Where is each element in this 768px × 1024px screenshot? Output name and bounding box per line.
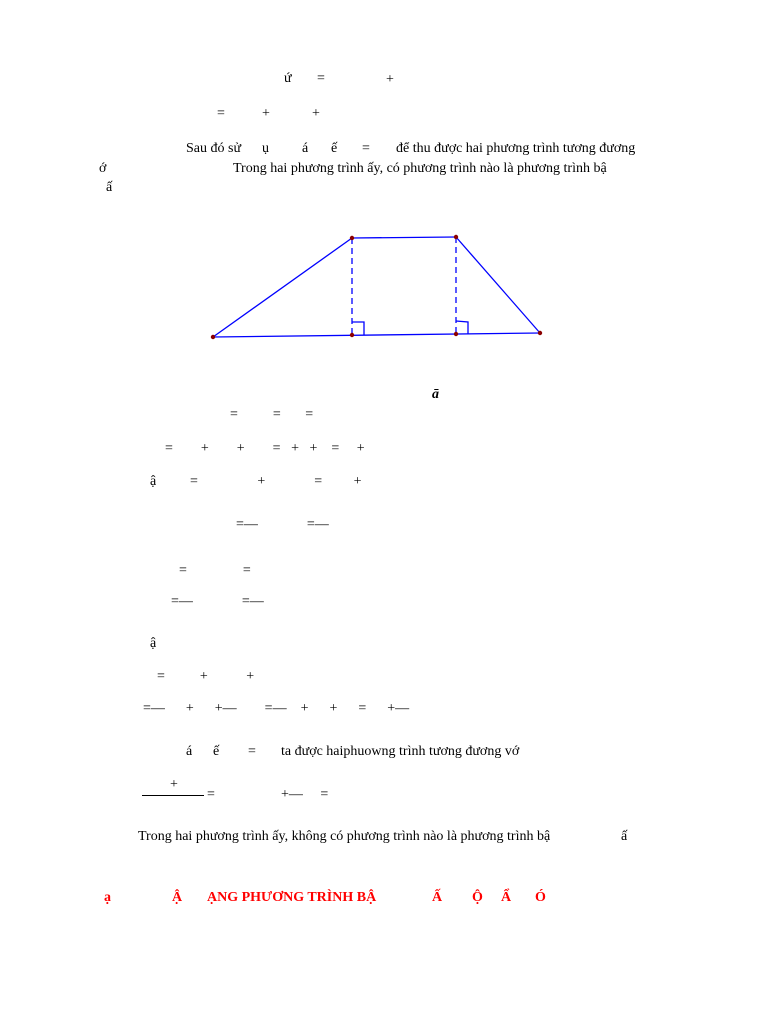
trapezoid-top-side <box>352 237 456 238</box>
paragraph-text: ta được haiphuowng trình tương đương vớ <box>281 744 520 759</box>
figure-label: ā <box>432 387 439 402</box>
equation-text: ứ <box>284 71 292 86</box>
section-heading: Ấ <box>432 890 443 905</box>
equation-text: + <box>386 72 394 87</box>
paragraph-text: ớ <box>99 161 107 176</box>
section-heading: ẠNG PHƯƠNG TRÌNH BẬ <box>207 890 377 905</box>
vertex-point <box>350 236 354 240</box>
foot-point <box>454 332 458 336</box>
equation-text: = = = <box>230 407 314 422</box>
right-angle-mark-right <box>456 321 468 334</box>
equation-text: = + + = + + = + <box>165 441 365 456</box>
trapezoid-right-side <box>456 237 540 333</box>
paragraph-text: á <box>186 744 193 759</box>
paragraph-text: ế <box>331 141 338 156</box>
paragraph-text: Trong hai phương trình ấy, có phương trình nào là phương trình bậ <box>233 161 607 176</box>
paragraph-text: ế <box>213 744 220 759</box>
paragraph-text: ụ <box>262 141 269 156</box>
paragraph-text: Sau đó sử <box>186 141 242 156</box>
trapezoid-left-side <box>213 238 352 337</box>
right-angle-mark-left <box>352 322 364 335</box>
vertex-point <box>211 335 215 339</box>
equation-text: +— = <box>281 787 329 802</box>
vertex-point <box>538 331 542 335</box>
equation-text: = = <box>179 563 251 578</box>
equation-text: = + = + <box>190 474 362 489</box>
fraction-bar <box>142 795 204 796</box>
equation-text: + <box>262 106 270 121</box>
trapezoid-base <box>213 333 540 337</box>
equation-text: = + + <box>157 669 255 684</box>
equation-text: =— =— <box>236 517 329 532</box>
section-heading: Ộ <box>472 890 483 905</box>
equation-text: = <box>217 106 225 121</box>
section-heading: Ẩ <box>501 890 512 905</box>
foot-point <box>350 333 354 337</box>
equation-text: + <box>312 106 320 121</box>
equation-text: = <box>317 71 325 86</box>
paragraph-text: Trong hai phương trình ấy, không có phương trình nào là phương trình bậ <box>138 829 551 844</box>
paragraph-text: = <box>362 141 370 156</box>
equation-text: = <box>207 787 215 802</box>
equation-text: ậ <box>150 474 157 489</box>
paragraph-text: để thu được hai phương trình tương đương <box>396 141 636 156</box>
paragraph-text: = <box>248 744 256 759</box>
equation-text: =— =— <box>171 594 264 609</box>
section-heading: Ó <box>535 890 546 905</box>
paragraph-text: ấ <box>621 829 628 844</box>
section-heading: ạ <box>104 890 111 905</box>
equation-text: ậ <box>150 636 157 651</box>
fraction-numerator: + <box>170 777 178 792</box>
section-heading: Ậ <box>172 890 183 905</box>
trapezoid-figure <box>200 225 560 350</box>
equation-text: =— + +— =— + + = +— <box>143 701 410 716</box>
paragraph-text: á <box>302 141 309 156</box>
paragraph-text: ấ <box>106 180 113 195</box>
vertex-point <box>454 235 458 239</box>
